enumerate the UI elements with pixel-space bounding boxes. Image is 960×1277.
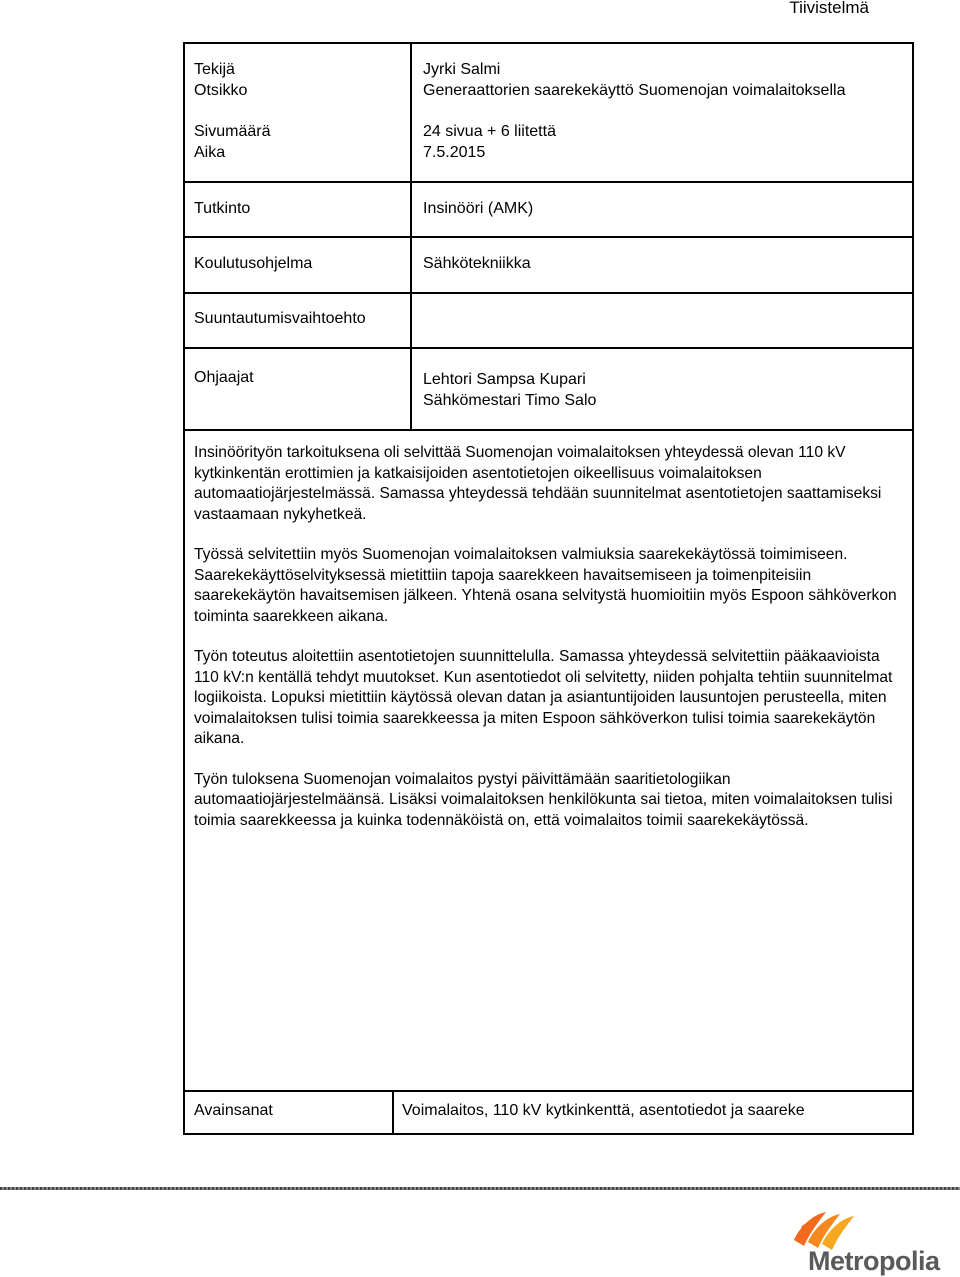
page-header-title: Tiivistelmä [789,0,869,17]
abstract-paragraph-1: Insinöörityön tarkoituksena oli selvittää Suomenojan voimalaitoksen yhteydessä olevan 110 kV kytkinkentän erottimien ja katkaisijoiden asentotietojen oikeellisuus voimalaitoksen automaatiojärjestelmässä. Samassa yhteydessä tehdään suunnitelmat asentotietojen saattamiseksi vastaamaan nykyhetkeä. [194,444,882,523]
title-label: Otsikko [194,82,248,99]
keywords-value: Voimalaitos, 110 kV kytkinkenttä, asentotiedot ja saareke [402,1102,805,1119]
metropolia-logo-text: Metropolia [808,1246,940,1276]
supervisors-row [185,349,912,431]
info-row [185,44,912,183]
date-value: 7.5.2015 [423,144,486,161]
programme-value: Sähkötekniikka [423,255,531,272]
supervisors-label: Ohjaajat [194,369,254,386]
pages-label: Sivumäärä [194,123,271,140]
abstract-paragraph-3: Työn toteutus aloitettiin asentotietojen suunnittelulla. Samassa yhteydessä selvitettiin pääkaavioista 110 kV:n kentällä tehdyt muutokset. Kun asentotiedot oli selvitetty, niiden pohjalta tehtiin suunnitelmat logiikoista. Lopuksi mietittiin käytössä olevan datan ja asiantuntijoiden lausuntojen perusteella, miten voimalaitoksen tulisi toimia saarekkeessa ja miten Espoon sähköverkon tulisi toimia saarekekäytön aikana. [194,648,893,747]
title-value: Generaattorien saarekekäyttö Suomenojan voimalaitoksella [423,82,846,99]
degree-value: Insinööri (AMK) [423,200,534,217]
abstract-text [185,431,912,1092]
supervisor-2: Sähkömestari Timo Salo [423,392,597,409]
footer-divider [0,1187,960,1190]
programme-row [185,238,912,294]
supervisor-1: Lehtori Sampsa Kupari [423,371,586,388]
date-label: Aika [194,144,226,161]
specialisation-label: Suuntautumisvaihtoehto [194,310,366,327]
keywords-row [185,1092,912,1133]
abstract-table [183,42,914,1135]
author-label: Tekijä [194,61,235,78]
pages-value: 24 sivua + 6 liitettä [423,123,556,140]
programme-label: Koulutusohjelma [194,255,313,272]
specialisation-row [185,294,912,349]
degree-row [185,183,912,238]
degree-label: Tutkinto [194,200,251,217]
abstract-paragraph-4: Työn tuloksena Suomenojan voimalaitos pystyi päivittämään saaritietologiikan automaatiojärjestelmäänsä. Lisäksi voimalaitoksen henkilökunta sai tietoa, miten voimalaitoksen tulisi toimia saarekkeessa ja kuinka todennäköistä on, että voimalaitos toimii saarekekäytössä. [194,770,893,829]
column-divider [410,44,412,181]
abstract-paragraph-2: Työssä selvitettiin myös Suomenojan voimalaitoksen valmiuksia saarekekäytössä toimimiseen. Saarekekäyttöselvityksessä mietittiin tapoja saarekkeen havaitsemiseen ja toimenpiteisiin saarekekäytön havaitsemisen jälkeen. Yhtenä osana selvitystä huomioitiin myös Espoon sähköverkon toiminta saarekkeen aikana. [194,546,897,625]
author-value: Jyrki Salmi [423,61,501,78]
keywords-label: Avainsanat [194,1102,273,1119]
